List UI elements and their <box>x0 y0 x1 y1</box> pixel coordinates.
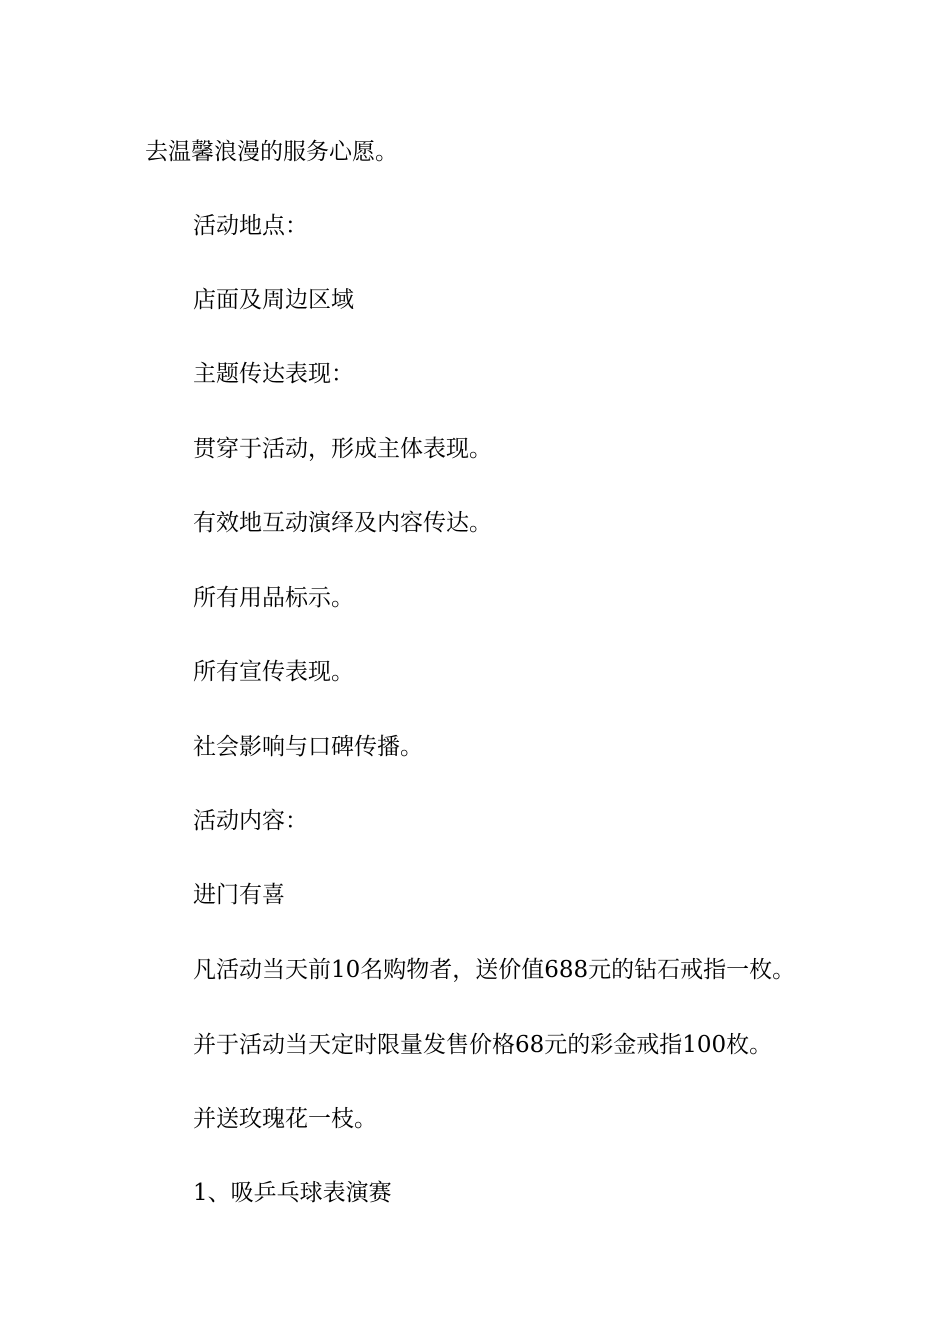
heading-theme: 主题传达表现： <box>193 361 354 387</box>
paragraph-theme-3: 所有用品标示。 <box>193 585 354 611</box>
heading-location: 活动地点： <box>193 213 308 239</box>
heading-content: 活动内容： <box>193 808 308 834</box>
paragraph-theme-2: 有效地互动演绎及内容传达。 <box>193 510 492 536</box>
paragraph-theme-4: 所有宣传表现。 <box>193 659 354 685</box>
paragraph-item-1: 1、吸乒乓球表演赛 <box>193 1180 392 1206</box>
paragraph-content-2: 并于活动当天定时限量发售价格68元的彩金戒指100枚。 <box>193 1032 773 1058</box>
paragraph-theme-1: 贯穿于活动，形成主体表现。 <box>193 436 492 462</box>
paragraph-content-title: 进门有喜 <box>193 882 285 908</box>
paragraph-theme-5: 社会影响与口碑传播。 <box>193 734 423 760</box>
paragraph-continuation: 去温馨浪漫的服务心愿。 <box>145 139 398 165</box>
paragraph-content-1: 凡活动当天前10名购物者，送价值688元的钻石戒指一枚。 <box>193 957 796 983</box>
paragraph-content-3: 并送玫瑰花一枝。 <box>193 1106 377 1132</box>
paragraph-location: 店面及周边区域 <box>193 287 354 313</box>
